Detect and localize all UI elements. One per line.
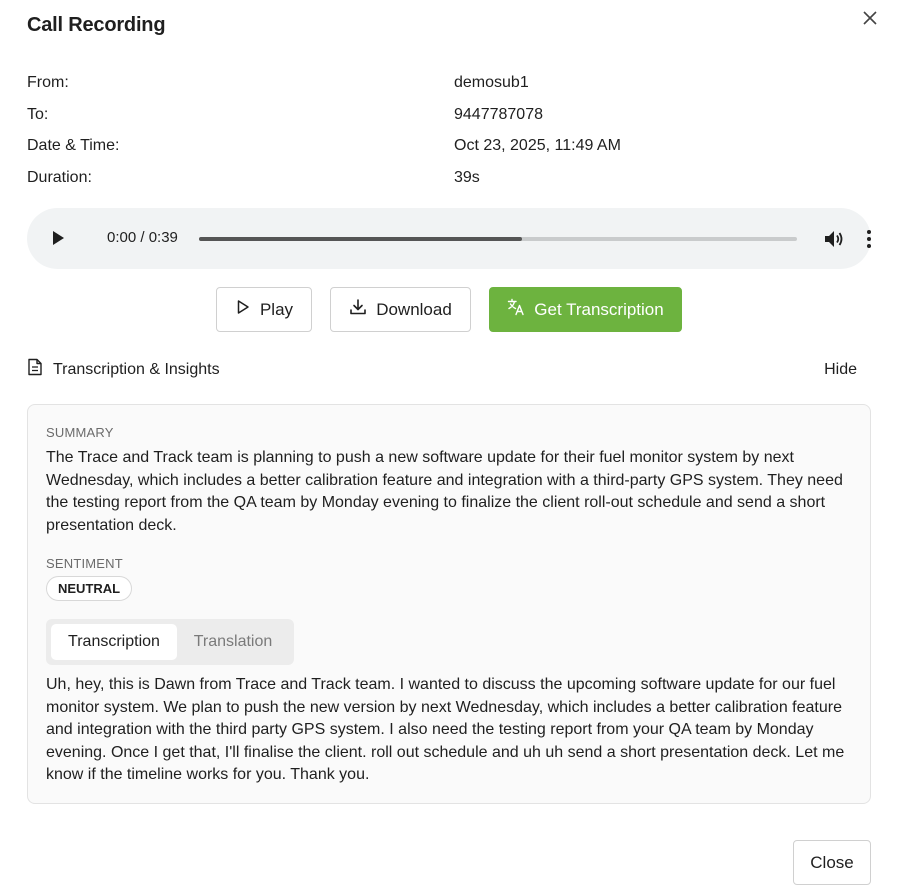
- get-transcription-label: Get Transcription: [534, 299, 664, 319]
- summary-label: SUMMARY: [46, 425, 114, 440]
- sentiment-label: SENTIMENT: [46, 556, 123, 571]
- detail-value: 9447787078: [454, 106, 543, 123]
- more-options-icon[interactable]: [860, 228, 878, 250]
- download-icon: [349, 298, 367, 321]
- detail-label: Date & Time:: [27, 137, 120, 154]
- insights-header: [27, 358, 220, 381]
- download-button[interactable]: [330, 287, 471, 332]
- play-outline-icon: [235, 299, 251, 320]
- play-button-label: Play: [259, 299, 294, 319]
- tab-translation[interactable]: Translation: [193, 633, 273, 650]
- playback-time: 0:00 / 0:39: [107, 229, 178, 246]
- audio-player: [27, 208, 871, 269]
- volume-icon[interactable]: [823, 228, 845, 250]
- insights-panel: [27, 404, 871, 804]
- detail-value: 39s: [454, 169, 480, 186]
- sentiment-badge: NEUTRAL: [46, 576, 132, 601]
- detail-label: To:: [27, 106, 49, 123]
- transcript-tabs: [46, 619, 294, 665]
- play-icon[interactable]: [49, 229, 67, 247]
- transcription-text: Uh, hey, this is Dawn from Trace and Track team. I wanted to discuss the upcoming software update for our fuel monitor system. We plan to push the new version by next Wednesday, which includes a better calibration feature and integration with the third party GPS system. I also need the testing report from your QA team by Monday evening. Once I get that, I'll finalise the client. roll out schedule and uh uh send a short presentation deck. Let me know if the timeline works for you. Thank you.: [46, 676, 845, 783]
- translate-icon: [507, 298, 525, 321]
- tab-transcription[interactable]: Transcription: [51, 624, 177, 660]
- detail-row-to: [27, 106, 871, 124]
- detail-label: From:: [27, 74, 69, 91]
- document-icon: [27, 358, 43, 381]
- summary-text: The Trace and Track team is planning to push a new software update for their fuel monitor system by next Wednesday, which includes a better calibration feature and integration with a third-party GPS system. They need the testing report from the QA team by Monday evening to finalize the client roll-out schedule and send a short presentation deck.: [46, 449, 843, 534]
- detail-row-duration: [27, 169, 871, 187]
- play-button[interactable]: [216, 287, 312, 332]
- dialog-title: Call Recording: [27, 14, 166, 36]
- detail-row-from: [27, 74, 871, 92]
- close-button[interactable]: Close: [793, 840, 871, 885]
- detail-value: Oct 23, 2025, 11:49 AM: [454, 137, 621, 154]
- download-button-label: Download: [376, 299, 452, 319]
- seek-bar[interactable]: [199, 237, 797, 241]
- get-transcription-button[interactable]: [489, 287, 682, 332]
- insights-heading: Transcription & Insights: [53, 360, 220, 378]
- detail-row-datetime: [27, 137, 871, 155]
- detail-label: Duration:: [27, 169, 92, 186]
- close-icon[interactable]: [860, 8, 880, 28]
- detail-value: demosub1: [454, 74, 529, 91]
- hide-insights-button[interactable]: Hide: [824, 361, 857, 378]
- seek-bar-buffered: [199, 237, 522, 241]
